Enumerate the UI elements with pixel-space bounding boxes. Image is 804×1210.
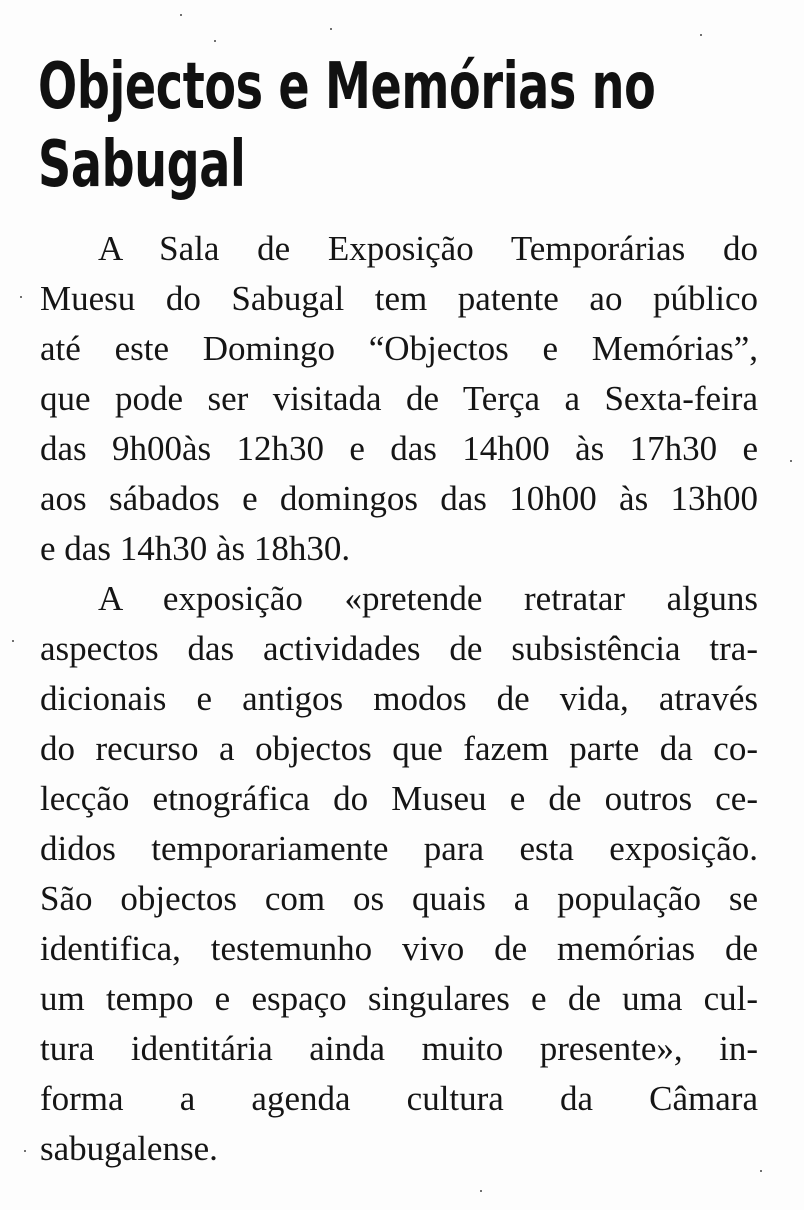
text-line: didos temporariamente para esta exposição.: [40, 829, 758, 868]
text-line: A exposição «pretende retratar alguns: [98, 579, 758, 618]
text-line: tura identitária ainda muito presente», in-: [40, 1029, 758, 1068]
headline: Objectos e Memórias no Sabugal: [38, 50, 656, 202]
text-line: identifica, testemunho vivo de memórias de: [40, 929, 758, 968]
text-line: até este Domingo “Objectos e Memórias”,: [40, 329, 758, 368]
text-line: e das 14h30 às 18h30.: [40, 529, 351, 568]
scan-speck: [790, 460, 792, 462]
text-line: Muesu do Sabugal tem patente ao público: [40, 279, 758, 318]
scan-speck: [760, 1170, 762, 1172]
text-line: sabugalense.: [40, 1129, 218, 1168]
scan-speck: [480, 1190, 482, 1192]
scan-speck: [24, 1150, 26, 1152]
scan-speck: [700, 34, 702, 36]
scan-speck: [330, 28, 332, 30]
scan-speck: [214, 40, 216, 42]
text-line: São objectos com os quais a população se: [40, 879, 758, 918]
text-line: forma a agenda cultura da Câmara: [40, 1079, 758, 1118]
scan-speck: [180, 14, 182, 16]
text-line: aspectos das actividades de subsistência tra-: [40, 629, 758, 668]
text-line: que pode ser visitada de Terça a Sexta-feira: [40, 379, 758, 418]
text-line: do recurso a objectos que fazem parte da co-: [40, 729, 758, 768]
text-line: das 9h00às 12h30 e das 14h00 às 17h30 e: [40, 429, 758, 468]
text-line: aos sábados e domingos das 10h00 às 13h00: [40, 479, 758, 518]
text-line: dicionais e antigos modos de vida, através: [40, 679, 758, 718]
scan-speck: [12, 640, 14, 642]
text-line: A Sala de Exposição Temporárias do: [98, 229, 758, 268]
text-line: lecção etnográfica do Museu e de outros ce-: [40, 779, 758, 818]
text-line: um tempo e espaço singulares e de uma cul-: [40, 979, 758, 1018]
scan-speck: [20, 296, 22, 298]
